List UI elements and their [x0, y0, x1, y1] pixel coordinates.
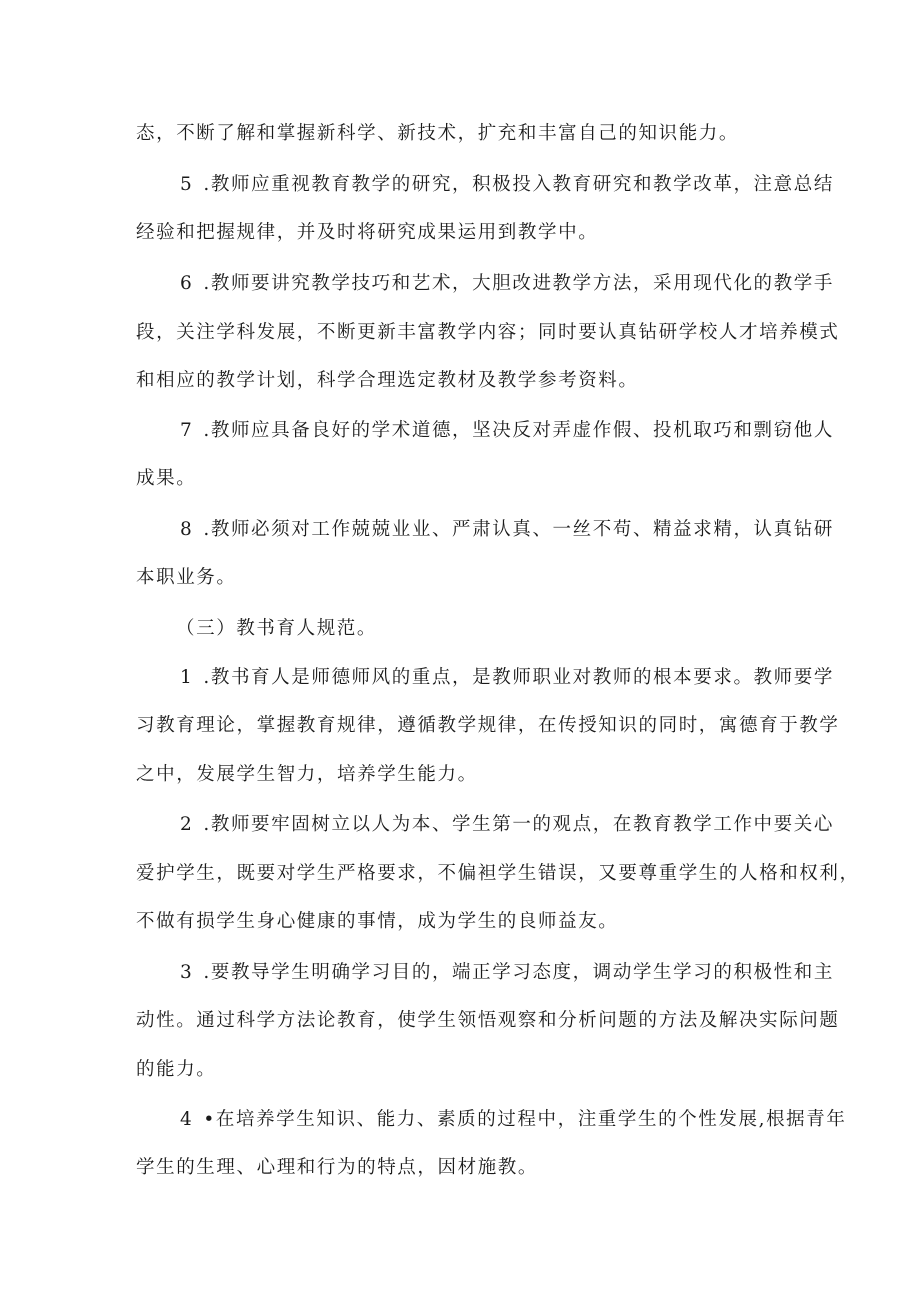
section-heading: （三）教书育人规范。 [176, 618, 378, 639]
item-number: 5 [180, 174, 194, 195]
paragraph-line: 学生的生理、心理和行为的特点，因材施教。 [136, 1157, 539, 1178]
paragraph-line: 的能力。 [136, 1059, 217, 1080]
paragraph-3-first-line [180, 961, 834, 985]
item-number: 6 [180, 273, 194, 294]
paragraph-line: 本职业务。 [136, 567, 237, 588]
paragraph-text: .教师要牢固树立以人为本、学生第一的观点，在教育教学工作中要关心 [203, 814, 834, 835]
paragraph-text: .教师要讲究教学技巧和艺术，大胆改进教学方法，采用现代化的教学手 [203, 273, 834, 294]
paragraph-text: .教师必须对工作兢兢业业、严肃认真、一丝不苟、精益求精，认真钻研 [203, 519, 834, 540]
paragraph-2-first-line [180, 813, 834, 837]
paragraph-text: .教师应重视教育教学的研究，积极投入教育研究和教学改革，注意总结 [203, 174, 834, 195]
item-number: 4 [180, 1109, 194, 1130]
item-number: 3 [180, 962, 194, 983]
paragraph-line: 段，关注学科发展，不断更新丰富教学内容；同时要认真钻研学校人才培养模式 [136, 322, 840, 343]
paragraph-line: 态，不断了解和掌握新科学、新技术，扩充和丰富自己的知识能力。 [136, 123, 740, 144]
paragraph-6-first-line [180, 272, 834, 296]
paragraph-text: .教师应具备良好的学术道德，坚决反对弄虚作假、投机取巧和剽窃他人 [203, 420, 834, 441]
paragraph-8-first-line [180, 518, 834, 542]
paragraph-line: 和相应的教学计划，科学合理选定教材及教学参考资料。 [136, 370, 639, 391]
paragraph-line: 爱护学生，既要对学生严格要求，不偏袒学生错误，又要尊重学生的人格和权利， [136, 863, 860, 884]
paragraph-line: 习教育理论，掌握教育规律，遵循教学规律，在传授知识的同时，寓德育于教学 [136, 715, 840, 736]
item-number: 8 [180, 519, 194, 540]
paragraph-text: •在培养学生知识、能力、素质的过程中，注重学生的个性发展,根据青年 [203, 1109, 847, 1130]
paragraph-text: .要教导学生明确学习目的，端正学习态度，调动学生学习的积极性和主 [203, 962, 834, 983]
item-number: 2 [180, 814, 194, 835]
paragraph-line: 经验和把握规律，并及时将研究成果运用到教学中。 [136, 222, 599, 243]
paragraph-line: 动性。通过科学方法论教育，使学生领悟观察和分析问题的方法及解决实际问题 [136, 1010, 840, 1031]
item-number: 7 [180, 420, 194, 441]
paragraph-line: 之中，发展学生智力，培养学生能力。 [136, 764, 478, 785]
paragraph-4-first-line [180, 1108, 846, 1132]
paragraph-line: 成果。 [136, 468, 197, 489]
paragraph-1-first-line [180, 666, 834, 690]
paragraph-7-first-line [180, 419, 834, 443]
paragraph-5-first-line [180, 173, 834, 197]
paragraph-text: .教书育人是师德师风的重点，是教师职业对教师的根本要求。教师要学 [203, 667, 834, 688]
paragraph-line: 不做有损学生身心健康的事情，成为学生的良师益友。 [136, 911, 619, 932]
item-number: 1 [180, 667, 194, 688]
